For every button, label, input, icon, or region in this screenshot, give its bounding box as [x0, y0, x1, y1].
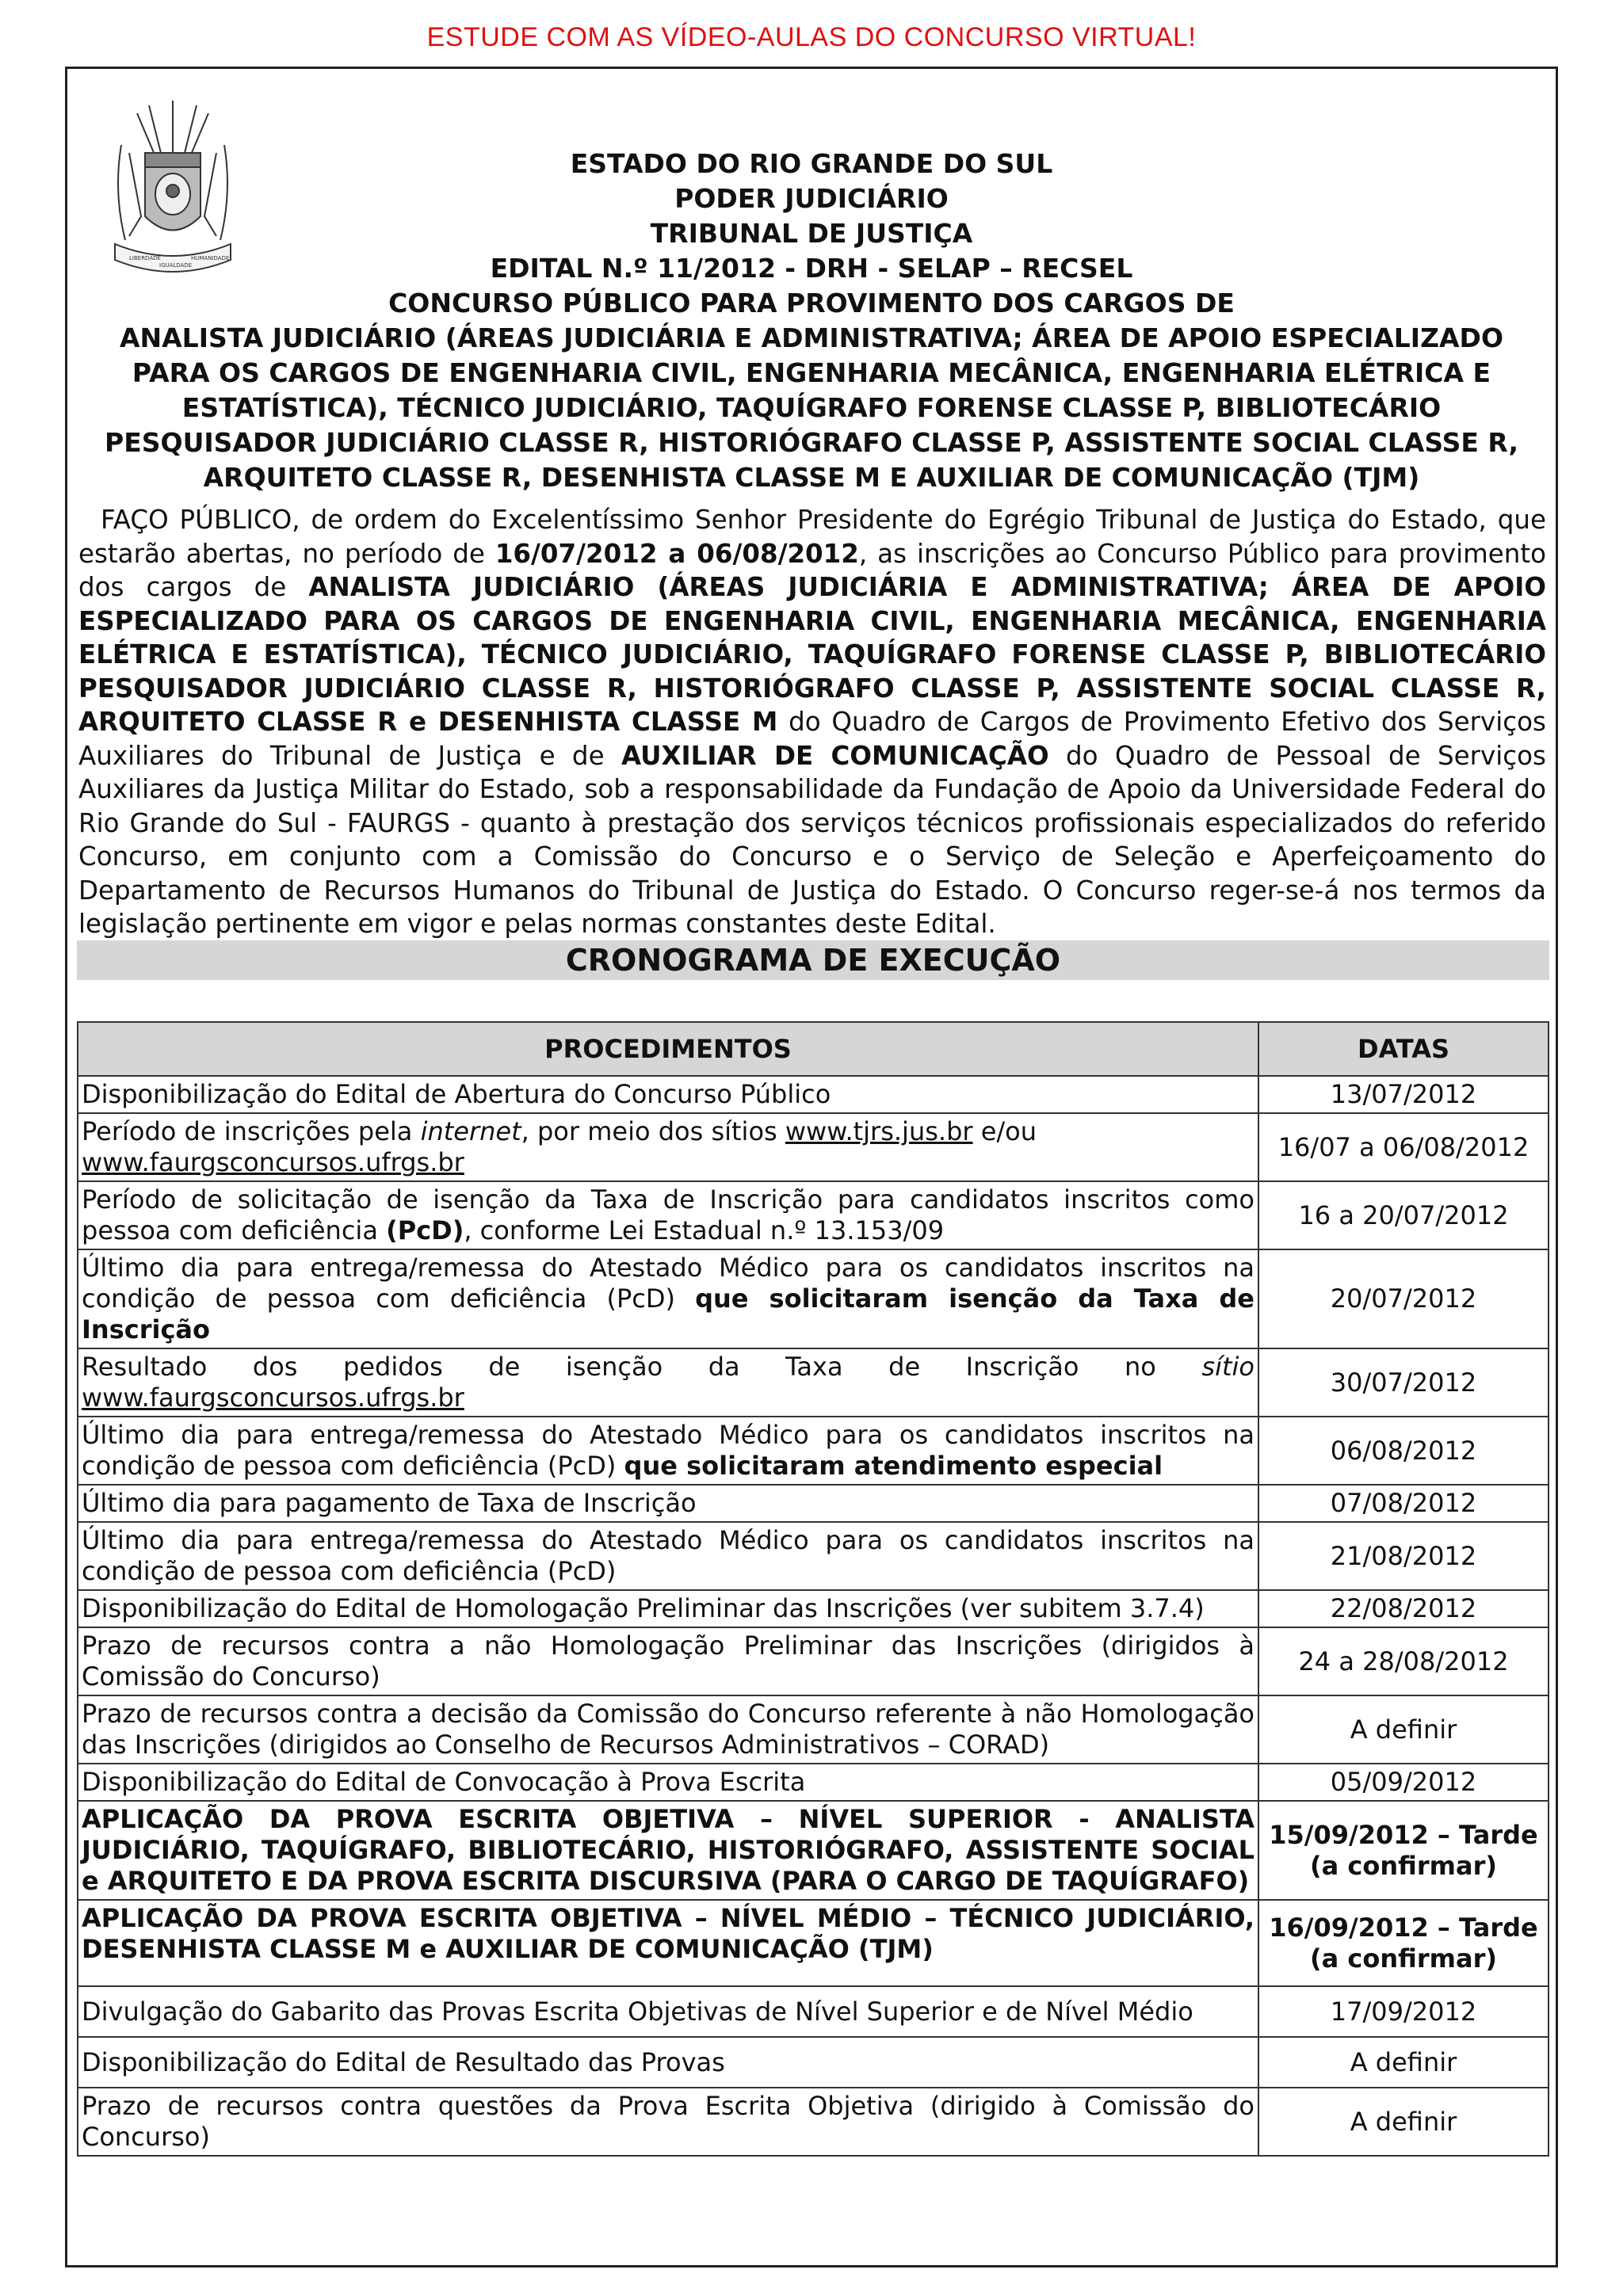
link-faurgs-result[interactable]: www.faurgsconcursos.ufrgs.br: [82, 1383, 464, 1413]
table-row: Último dia para entrega/remessa do Atestado Médico para os candidatos inscritos na condição de pessoa com deficiência (PcD) que solicitaram isenção da Taxa de Inscrição 20/07/2012: [78, 1249, 1549, 1348]
table-row: Prazo de recursos contra questões da Prova Escrita Objetiva (dirigido à Comissão do Concurso) A definir: [78, 2088, 1549, 2156]
crest-motto-right: HUMANIDADE: [191, 255, 230, 261]
table-row: Último dia para pagamento de Taxa de Inscrição 07/08/2012: [78, 1485, 1549, 1522]
col-header-procedimentos: PROCEDIMENTOS: [78, 1022, 1258, 1076]
header-positions: ANALISTA JUDICIÁRIO (ÁREAS JUDICIÁRIA E ADMINISTRATIVA; ÁREA DE APOIO ESPECIALIZADO PARA OS CARGOS DE ENGENHARIA CIVIL, ENGENHARIA MECÂNICA, ENGENHARIA ELÉTRICA E ESTATÍSTICA), TÉCNICO JUDICIÁRIO, TAQUÍGRAFO FORENSE CLASSE P, BIBLIOTECÁRIO PESQUISADOR JUDICIÁRIO CLASSE R, HISTORIÓGRAFO CLASSE P, ASSISTENTE SOCIAL CLASSE R, ARQUITETO CLASSE R, DESENHISTA CLASSE M E AUXILIAR DE COMUNICAÇÃO (TJM): [105, 322, 1518, 493]
intro-paragraph: FAÇO PÚBLICO, de ordem do Excelentíssimo Senhor Presidente do Egrégio Tribunal de Justiça do Estado, que estarão abertas, no período de 16/07/2012 a 06/08/2012, as inscrições ao Concurso Público para provimento dos cargos de ANALISTA JUDICIÁRIO (ÁREAS JUDICIÁRIA E ADMINISTRATIVA; ÁREA DE APOIO ESPECIALIZADO PARA OS CARGOS DE ENGENHARIA CIVIL, ENGENHARIA MECÂNICA, ENGENHARIA ELÉTRICA E ESTATÍSTICA), TÉCNICO JUDICIÁRIO, TAQUÍGRAFO FORENSE CLASSE P, BIBLIOTECÁRIO PESQUISADOR JUDICIÁRIO CLASSE R, HISTORIÓGRAFO CLASSE P, ASSISTENTE SOCIAL CLASSE R, ARQUITETO CLASSE R e DESENHISTA CLASSE M do Quadro de Cargos de Provimento Efetivo dos Serviços Auxiliares do Tribunal de Justiça e de AUXILIAR DE COMUNICAÇÃO do Quadro de Pessoal de Serviços Auxiliares da Justiça Militar do Estado, sob a responsabilidade da Fundação de Apoio da Universidade Federal do Rio Grande do Sul - FAURGS - quanto à prestação dos serviços técnicos profissionais especializados do referido Concurso, em conjunto com a Comissão do Concurso e o Serviço de Seleção e Aperfeiçoamento do Departamento de Recursos Humanos do Tribunal de Justiça do Estado. O Concurso reger-se-á nos termos da legislação pertinente em vigor e pelas normas constantes deste Edital.: [78, 505, 1547, 939]
table-row: APLICAÇÃO DA PROVA ESCRITA OBJETIVA – NÍVEL SUPERIOR - ANALISTA JUDICIÁRIO, TAQUÍGRAFO, BIBLIOTECÁRIO, HISTORIÓGRAFO, ASSISTENTE SOCIAL e ARQUITETO E DA PROVA ESCRITA DISCURSIVA (PARA O CARGO DE TAQUÍGRAFO) 15/09/2012 – Tarde (a confirmar): [78, 1801, 1549, 1900]
header-edital-number: EDITAL N.º 11/2012 - DRH - SELAP – RECSEL: [490, 253, 1133, 284]
cronograma-title: CRONOGRAMA DE EXECUÇÃO: [77, 940, 1549, 980]
crest-motto-left: LIBERDADE: [129, 255, 161, 261]
table-row: Resultado dos pedidos de isenção da Taxa de Inscrição no sítio www.faurgsconcursos.ufrgs.br 30/07/2012: [78, 1348, 1549, 1417]
positions-list: ANALISTA JUDICIÁRIO (ÁREAS JUDICIÁRIA E ADMINISTRATIVA; ÁREA DE APOIO ESPECIALIZADO PARA OS CARGOS DE ENGENHARIA CIVIL, ENGENHARIA MECÂNICA, ENGENHARIA ELÉTRICA E ESTATÍSTICA), TÉCNICO JUDICIÁRIO, TAQUÍGRAFO FORENSE CLASSE P, BIBLIOTECÁRIO PESQUISADOR JUDICIÁRIO CLASSE R, HISTORIÓGRAFO CLASSE P, ASSISTENTE SOCIAL CLASSE R, ARQUITETO CLASSE R e DESENHISTA CLASSE M: [78, 572, 1546, 737]
schedule-table: [77, 1021, 1549, 2157]
table-row: Disponibilização do Edital de Abertura do Concurso Público 13/07/2012: [78, 1076, 1549, 1113]
table-row: Último dia para entrega/remessa do Atestado Médico para os candidatos inscritos na condição de pessoa com deficiência (PcD) 21/08/2012: [78, 1522, 1549, 1590]
col-header-datas: DATAS: [1258, 1022, 1549, 1076]
document-frame: [65, 67, 1558, 2267]
link-faurgs[interactable]: www.faurgsconcursos.ufrgs.br: [82, 1147, 464, 1177]
table-row: Período de inscrições pela internet, por meio dos sítios www.tjrs.jus.br e/ou www.faurgsconcursos.ufrgs.br 16/07 a 06/08/2012: [78, 1113, 1549, 1181]
table-row: Último dia para entrega/remessa do Atestado Médico para os candidatos inscritos na condição de pessoa com deficiência (PcD) que solicitaram atendimento especial 06/08/2012: [78, 1417, 1549, 1485]
table-row: APLICAÇÃO DA PROVA ESCRITA OBJETIVA – NÍVEL MÉDIO – TÉCNICO JUDICIÁRIO, DESENHISTA CLASSE M e AUXILIAR DE COMUNICAÇÃO (TJM) 16/09/2012 – Tarde (a confirmar): [78, 1900, 1549, 1986]
document-header: [67, 147, 1556, 495]
registration-period: 16/07/2012 a 06/08/2012: [495, 538, 859, 569]
aux-position: AUXILIAR DE COMUNICAÇÃO: [621, 740, 1049, 771]
table-header-row: [78, 1022, 1549, 1076]
header-state: ESTADO DO RIO GRANDE DO SUL: [570, 148, 1053, 179]
table-row: Disponibilização do Edital de Resultado das Provas A definir: [78, 2037, 1549, 2088]
table-row: Divulgação do Gabarito das Provas Escrita Objetivas de Nível Superior e de Nível Médio 17/09/2012: [78, 1986, 1549, 2037]
link-tjrs[interactable]: www.tjrs.jus.br: [785, 1116, 973, 1146]
header-court: TRIBUNAL DE JUSTIÇA: [650, 218, 973, 249]
top-banner: ESTUDE COM AS VÍDEO-AULAS DO CONCURSO VIRTUAL!: [426, 22, 1197, 52]
table-row: Disponibilização do Edital de Homologação Preliminar das Inscrições (ver subitem 3.7.4) 22/08/2012: [78, 1590, 1549, 1627]
table-row: Prazo de recursos contra a decisão da Comissão do Concurso referente à não Homologação das Inscrições (dirigidos ao Conselho de Recursos Administrativos – CORAD) A definir: [78, 1695, 1549, 1764]
table-row: Período de solicitação de isenção da Taxa de Inscrição para candidatos inscritos como pessoa com deficiência (PcD), conforme Lei Estadual n.º 13.153/09 16 a 20/07/2012: [78, 1181, 1549, 1249]
header-contest-title: CONCURSO PÚBLICO PARA PROVIMENTO DOS CARGOS DE: [388, 288, 1235, 318]
header-power: PODER JUDICIÁRIO: [674, 183, 949, 214]
crest-motto-center: IGUALDADE: [159, 262, 193, 269]
table-row: Prazo de recursos contra a não Homologação Preliminar das Inscrições (dirigidos à Comissão do Concurso) 24 a 28/08/2012: [78, 1627, 1549, 1695]
table-row: Disponibilização do Edital de Convocação à Prova Escrita 05/09/2012: [78, 1764, 1549, 1801]
